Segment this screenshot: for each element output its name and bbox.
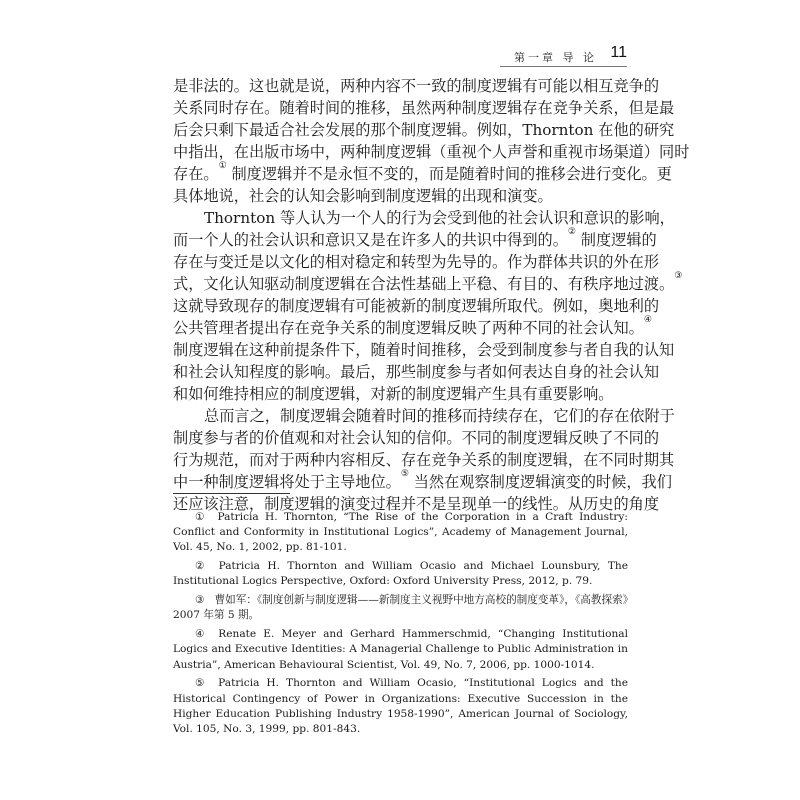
text-line: 存在与变迁是以文化的相对稳定和转型为先导的。作为群体共识的外在形	[173, 253, 659, 271]
text-line: 这就导致现存的制度逻辑有可能被新的制度逻辑所取代。例如，奥地利的	[173, 297, 659, 315]
text-line: 和社会认知程度的影响。最后，那些制度参与者如何表达自身的社会认知	[173, 363, 659, 381]
footnote	[173, 510, 628, 556]
footnote-ref: ③	[674, 271, 683, 281]
text-line: 公共管理者提出存在竞争关系的制度逻辑反映了两种不同的社会认知。④	[173, 315, 652, 337]
paragraph	[173, 207, 683, 405]
text-line: 后会只剩下最适合社会发展的那个制度逻辑。例如，Thornton 在他的研究	[173, 121, 675, 139]
text-line: 和如何维持相应的制度逻辑，对新的制度逻辑产生具有重要影响。	[173, 385, 614, 403]
text-line: 中一种制度逻辑将处于主导地位。⑤ 当然在观察制度逻辑演变的时候，我们	[173, 469, 672, 491]
footnote	[173, 559, 628, 589]
chapter-title: 第一章 导 论	[514, 51, 597, 64]
footnote	[173, 627, 628, 673]
running-header	[500, 44, 627, 67]
footnote-marker: ④	[195, 628, 209, 641]
text-line: 具体地说，社会的认知会影响到制度逻辑的出现和演变。	[173, 187, 553, 205]
text-line: 制度参与者的价值观和对社会认知的信仰。不同的制度逻辑反映了不同的	[173, 429, 659, 447]
text-line: 制度逻辑在这种前提条件下，随着时间推移，会受到制度参与者自我的认知	[173, 341, 675, 359]
footnote-ref: ⑤	[400, 469, 409, 479]
text-line: 中指出，在出版市场中，两种制度逻辑（重视个人声誉和重视市场渠道）同时	[173, 143, 690, 161]
footnote-marker: ⑤	[195, 677, 209, 690]
text-line: 是非法的。这也就是说，两种内容不一致的制度逻辑有可能以相互竞争的	[173, 77, 659, 95]
text-line: Thornton 等人认为一个人的行为会受到他的社会认识和意识的影响，	[204, 209, 675, 227]
paragraph	[173, 405, 675, 515]
text-line: 关系同时存在。随着时间的推移，虽然两种制度逻辑存在竞争关系，但是最	[173, 99, 675, 117]
text-line: 式，文化认知驱动制度逻辑在合法性基础上平稳、有目的、有秩序地过渡。③	[173, 271, 683, 293]
footnotes	[173, 510, 628, 741]
footnote-marker: ③	[195, 594, 205, 607]
page-number: 11	[610, 44, 627, 61]
footnote-text: Patricia H. Thornton and William Ocasio and Michael Lounsbury, The Institutional Logics Perspective, Oxford: Oxford University Press, 2012, p. 79.	[173, 560, 629, 588]
footnote-text: 曹如军：《制度创新与制度逻辑——新制度主义视野中地方高校的制度变革》，《高教探索》2007 年第 5 期。	[173, 594, 629, 622]
text-line: 存在。① 制度逻辑并不是永恒不变的，而是随着时间的推移会进行变化。更	[173, 161, 672, 183]
text-line: 行为规范，而对于两种内容相反、存在竞争关系的制度逻辑，在不同时期其	[173, 451, 675, 469]
footnote-marker: ②	[195, 560, 209, 573]
footnote	[173, 676, 628, 737]
footnote-ref: ④	[643, 315, 652, 325]
footnote-text: Renate E. Meyer and Gerhard Hammerschmid, “Changing Institutional Logics and Executive Identities: A Managerial Challenge to Public Administration in Austria”, American Behavioural Scientist, Vol. 49, No. 7, 2006, pp. 1000-1014.	[173, 628, 629, 671]
text-line: 还应该注意，制度逻辑的演变过程并不是呈现单一的线性。从历史的角度	[173, 495, 659, 513]
text-line: 而一个人的社会认识和意识又是在许多人的共识中得到的。② 制度逻辑的	[173, 227, 657, 249]
footnote-divider	[173, 493, 290, 494]
footnote-text: Patricia H. Thornton and William Ocasio, “Institutional Logics and the Historical Contingency of Power in Organizations: Executive Succession in the Higher Education Publishing Industry 1958-1990”, American Journal of Sociology, Vol. 105, No. 3, 1999, pp. 801-843.	[173, 677, 628, 736]
paragraph	[173, 75, 690, 207]
footnote	[173, 593, 628, 623]
text-line: 总而言之，制度逻辑会随着时间的推移而持续存在，它们的存在依附于	[204, 407, 675, 425]
footnote-marker: ①	[195, 511, 208, 523]
body-text	[173, 75, 690, 515]
footnote-ref: ②	[567, 227, 576, 237]
footnote-text: Patricia H. Thornton, “The Rise of the Corporation in a Craft Industry: Conflict and Conformity in Institutional Logics”, Academy of Management Journal, Vol. 45, No. 1, 2002, pp. 81-101.	[173, 511, 628, 554]
footnote-ref: ①	[218, 161, 227, 171]
